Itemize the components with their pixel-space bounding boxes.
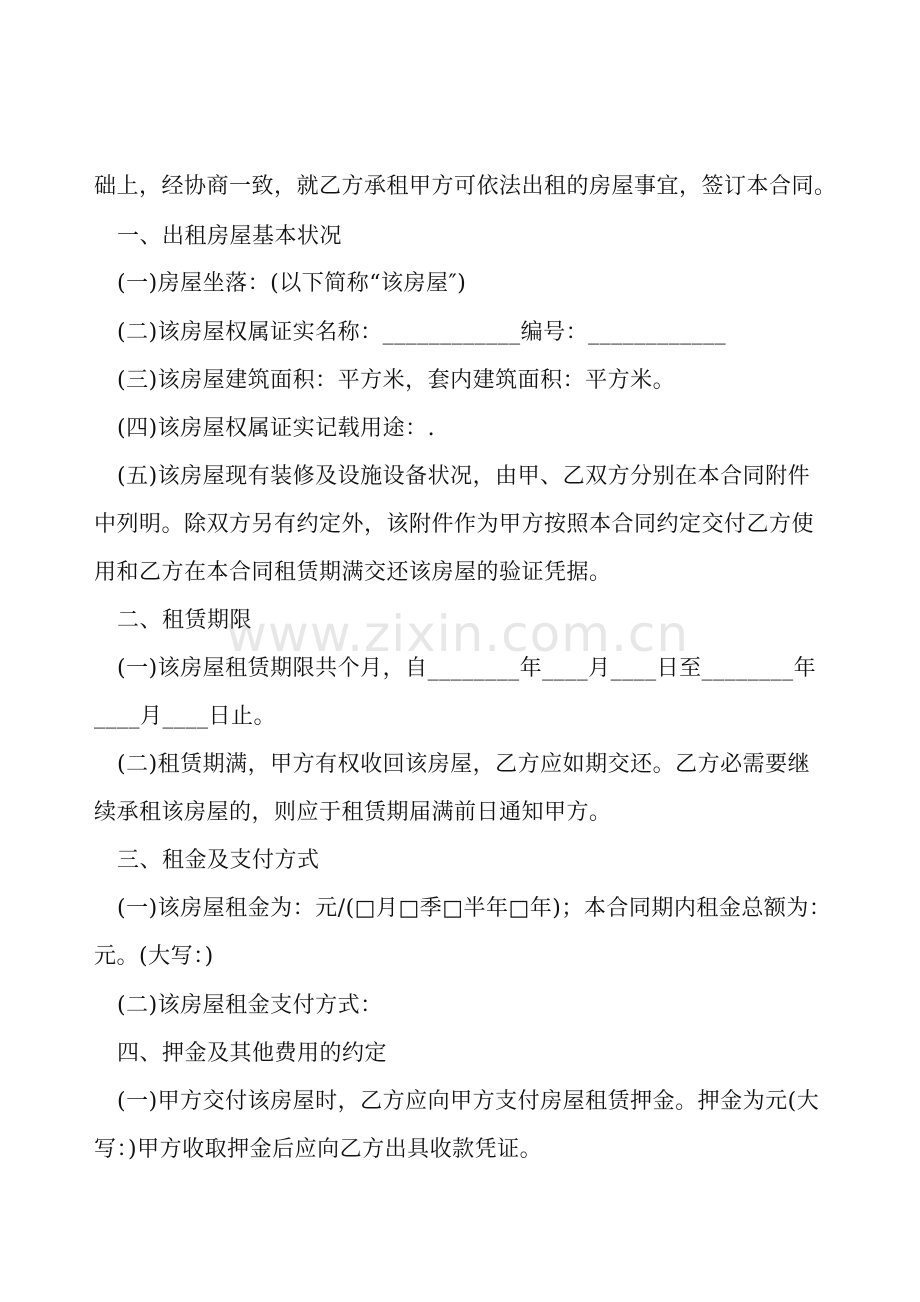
section-heading: 一、出租房屋基本状况 bbox=[117, 224, 343, 249]
clause-line: (一)该房屋租金为：元/(□月□季□半年□年)；本合同期内租金总额为： bbox=[117, 896, 832, 921]
clause-line: (二)该房屋租金支付方式： bbox=[117, 993, 383, 1018]
paragraph-line: 础上，经协商一致，就乙方承租甲方可依法出租的房屋事宜，签订本合同。 bbox=[94, 174, 837, 199]
section-heading: 三、租金及支付方式 bbox=[117, 848, 320, 873]
paragraph-line: 写：)甲方收取押金后应向乙方出具收款凭证。 bbox=[94, 1137, 543, 1162]
paragraph-line: ____月____日止。 bbox=[94, 704, 277, 729]
clause-line: (四)该房屋权属证实记载用途：. bbox=[117, 416, 436, 441]
paragraph-line: 元。(大写：) bbox=[94, 944, 214, 969]
clause-line: (一)房屋坐落：(以下简称“该房屋″) bbox=[117, 271, 467, 296]
section-heading: 四、押金及其他费用的约定 bbox=[117, 1041, 388, 1066]
watermark-text: www.zixin.com.cn bbox=[226, 605, 690, 663]
clause-line: (三)该房屋建筑面积：平方米，套内建筑面积：平方米。 bbox=[117, 368, 676, 393]
clause-line: (二)租赁期满，甲方有权收回该房屋，乙方应如期交还。乙方必需要继 bbox=[117, 752, 811, 777]
clause-line: (五)该房屋现有装修及设施设备状况，由甲、乙双方分别在本合同附件 bbox=[117, 464, 811, 489]
clause-line: (一)甲方交付该房屋时，乙方应向甲方支付房屋租赁押金。押金为元(大 bbox=[117, 1089, 820, 1114]
paragraph-line: 用和乙方在本合同租赁期满交还该房屋的验证凭据。 bbox=[94, 560, 612, 585]
section-heading: 二、租赁期限 bbox=[117, 608, 253, 633]
paragraph-line: 中列明。除双方另有约定外，该附件作为甲方按照本合同约定交付乙方使 bbox=[94, 512, 815, 537]
clause-line: (一)该房屋租赁期限共个月，自________年____月____日至________年 bbox=[117, 656, 817, 681]
clause-line: (二)该房屋权属证实名称：____________编号：____________ bbox=[117, 320, 727, 345]
paragraph-line: 续承租该房屋的，则应于租赁期届满前日通知甲方。 bbox=[94, 800, 612, 825]
